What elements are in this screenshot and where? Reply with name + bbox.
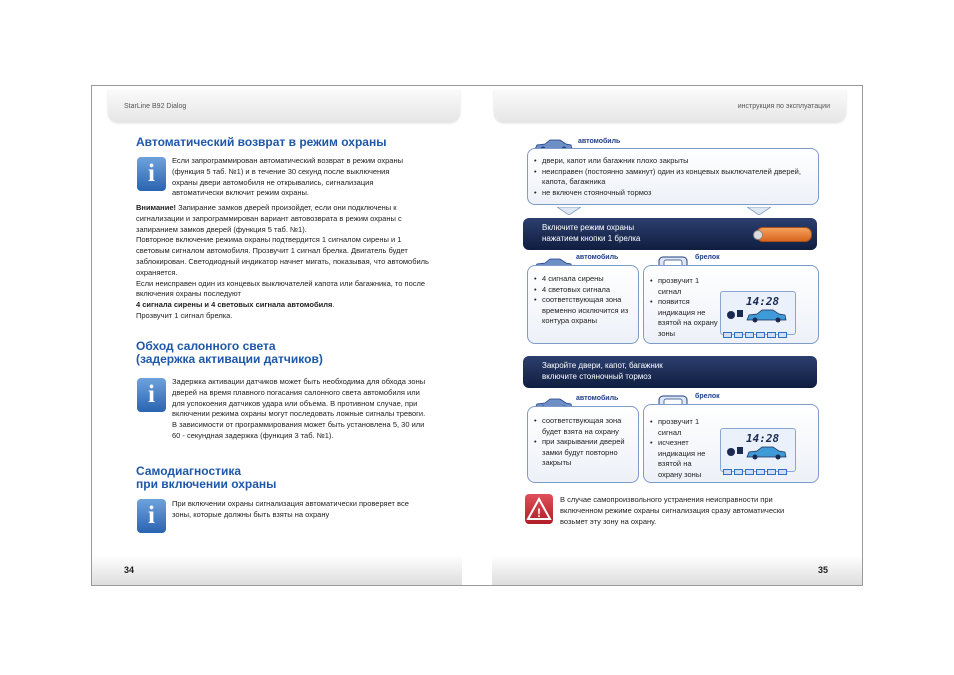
lcd-car-icon bbox=[725, 306, 789, 324]
self-diagnostics-title-line2: при включении охраны bbox=[136, 477, 277, 491]
lcd-status-strip bbox=[723, 462, 791, 469]
top-box-tag: автомобиль bbox=[578, 138, 621, 145]
block1-car-list bbox=[534, 274, 634, 327]
top-condition-box bbox=[527, 148, 819, 205]
info-icon: i bbox=[137, 378, 166, 412]
auto-return-para3-end: . bbox=[332, 300, 335, 310]
warning-text: В случае самопроизвольного устранения неисправности при включенном режиме охраны сигнализация сразу автоматически возьмет эту зону на охрану. bbox=[560, 495, 785, 526]
warning-icon bbox=[525, 494, 553, 524]
block2-car-box bbox=[527, 406, 639, 483]
right-header-text: инструкция по эксплуатации bbox=[737, 103, 830, 110]
block1-car-tag: автомобиль bbox=[576, 254, 619, 261]
list-item: • при закрывании дверей замки будут повторно закрыты bbox=[534, 437, 634, 469]
banner-close bbox=[523, 356, 817, 388]
info-icon: i bbox=[137, 499, 166, 533]
warning-icon-glyph: ! bbox=[537, 506, 541, 520]
list-item: • соответствующая зона будет взята на охрану bbox=[534, 416, 634, 437]
block1-fob-list bbox=[650, 276, 718, 339]
section-title-interior-light bbox=[136, 340, 323, 366]
interior-light-body bbox=[172, 377, 432, 442]
list-item: • 4 сигнала сирены bbox=[534, 274, 634, 285]
interior-light-text: Задержка активации датчиков может быть необходима для обхода зоны дверей на время плавного погасания салонного света автомобиля или для успокоения датчиков удара или объема. В противном случае, при включении режима охраны могут последовать ложные сигналы тревоги. bbox=[172, 377, 426, 419]
lcd-status-strip bbox=[723, 325, 791, 332]
fob-lcd-display bbox=[720, 428, 796, 472]
banner-arm-line2: нажатием кнопки 1 брелка bbox=[542, 234, 641, 243]
block2-car-list bbox=[534, 416, 634, 469]
banner-arm-line1: Включите режим охраны bbox=[542, 223, 635, 232]
left-footer bbox=[92, 555, 462, 585]
fob-lcd-display bbox=[720, 291, 796, 335]
section-title-self-diagnostics bbox=[136, 465, 276, 491]
right-header bbox=[494, 90, 846, 122]
banner-close-line2: включите стояночный тормоз bbox=[542, 372, 652, 381]
list-item: • неисправен (постоянно замкнут) один из концевых выключателей дверей, капота, багажника bbox=[534, 167, 814, 188]
self-diagnostics-text: При включении охраны сигнализация автоматически проверяет все зоны, которые должны быть взяты на охрану bbox=[172, 499, 409, 519]
self-diagnostics-title-line1: Самодиагностика bbox=[136, 464, 242, 478]
auto-return-para3: Если неисправен один из концевых выключателей капота или багажника, то после включения охраны последуют bbox=[136, 278, 426, 299]
arrow-down-icon bbox=[747, 207, 771, 215]
list-item: • 4 световых сигнала bbox=[534, 285, 634, 296]
auto-return-para2: Повторное включение режима охраны подтвердится 1 сигналом сирены и 1 световым сигналом автомобиля. Прозвучит 1 сигнал брелка. Двигатель будет заблокирован. Светодиодный индикатор начнет мигать, показывая, что автомобиль охраняется. bbox=[136, 235, 429, 277]
lcd-car-icon bbox=[725, 443, 789, 461]
auto-return-body bbox=[136, 203, 434, 322]
attention-label: Внимание! bbox=[136, 203, 176, 212]
block2-fob-box bbox=[643, 404, 819, 483]
auto-return-intro: Если запрограммирован автоматический возврат в режим охраны (функция 5 таб. №1) и в течение 30 секунд после выключения охраны двери автомобиля не открывались, сигнализация автоматически включит режим охраны. bbox=[172, 156, 404, 198]
interior-light-text2: В зависимости от программирования может быть установлена 5, 30 или 60 - секундная задержка (функция 3 таб. №1). bbox=[172, 420, 425, 440]
auto-return-para3-bold: 4 сигнала сирены и 4 световых сигнала автомобиля bbox=[136, 300, 333, 310]
auto-return-para4: Прозвучит 1 сигнал брелка. bbox=[136, 310, 233, 320]
list-item: • исчезнет индикация не взятой на охрану зоны bbox=[650, 438, 716, 480]
block1-fob-tag: брелок bbox=[695, 254, 720, 261]
attention-text: Запирание замков дверей произойдет, если они подключены к сигнализации и запрограммирован вариант автовозврата в режим охраны с запиранием замков дверей (функция 5 таб. №1). bbox=[136, 203, 402, 234]
arrow-down-icon bbox=[557, 207, 581, 215]
block1-car-box bbox=[527, 265, 639, 344]
lcd-time: 14:28 bbox=[746, 432, 780, 445]
lcd-time: 14:28 bbox=[746, 295, 780, 308]
interior-light-title-line2: (задержка активации датчиков) bbox=[136, 352, 323, 366]
banner-close-line1: Закройте двери, капот, багажник bbox=[542, 361, 663, 370]
list-item: • двери, капот или багажник плохо закрыты bbox=[534, 156, 814, 167]
right-page-number: 35 bbox=[818, 565, 829, 575]
list-item: • соответствующая зона временно исключится из контура охраны bbox=[534, 295, 634, 327]
block2-car-tag: автомобиль bbox=[576, 395, 619, 402]
block2-fob-list bbox=[650, 417, 716, 480]
list-item: • не включен стояночный тормоз bbox=[534, 188, 814, 199]
block2-fob-tag: брелок bbox=[695, 393, 720, 400]
list-item: • прозвучит 1 сигнал bbox=[650, 417, 716, 438]
left-header-text: StarLine B92 Dialog bbox=[124, 103, 187, 110]
list-item: • появится индикация не взятой на охрану зоны bbox=[650, 297, 718, 339]
top-condition-list bbox=[534, 156, 814, 198]
section-title-auto-return: Автоматический возврат в режим охраны bbox=[136, 135, 387, 149]
info-icon: i bbox=[137, 157, 166, 191]
left-page-number: 34 bbox=[124, 565, 135, 575]
interior-light-title-line1: Обход салонного света bbox=[136, 339, 276, 353]
block1-fob-box bbox=[643, 265, 819, 344]
left-header bbox=[108, 90, 460, 122]
right-footer bbox=[492, 555, 862, 585]
list-item: • прозвучит 1 сигнал bbox=[650, 276, 718, 297]
key-fob-icon bbox=[756, 227, 812, 242]
